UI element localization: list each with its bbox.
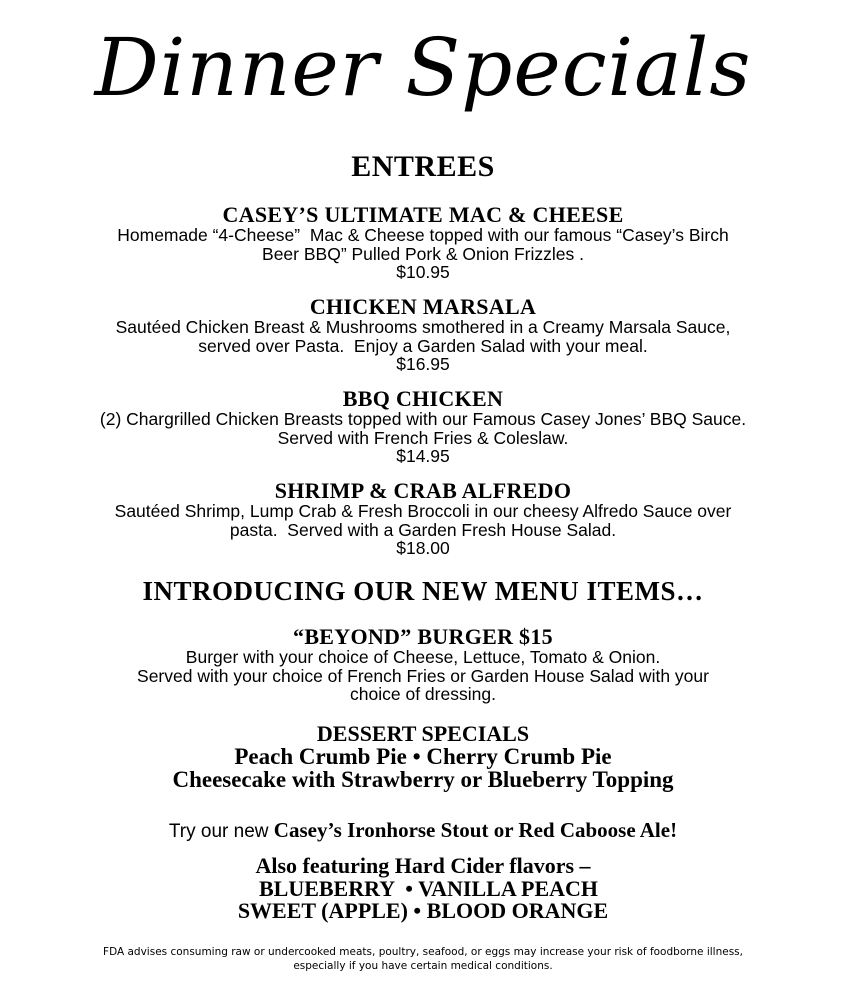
entree-description-line: Sautéed Chicken Breast & Mushrooms smothered in a Creamy Marsala Sauce, <box>115 317 731 337</box>
beer-promo <box>0 818 846 844</box>
entree-name: SHRIMP & CRAB ALFREDO <box>274 478 572 503</box>
cider-flavors <box>0 855 846 923</box>
promo-prefix: Try our new <box>168 821 274 842</box>
fda-disclaimer <box>0 945 846 973</box>
new-item-description-line: choice of dressing. <box>350 684 496 704</box>
dessert-heading: DESSERT SPECIALS <box>316 721 530 746</box>
entree-price: $14.95 <box>396 446 450 466</box>
entree-shrimp-crab-alfredo <box>40 480 806 557</box>
entree-description-line: pasta. Served with a Garden Fresh House Salad. <box>229 519 617 540</box>
new-item-name: “BEYOND” BURGER $15 <box>293 624 553 649</box>
entree-description-line: Beer BBQ” Pulled Pork & Onion Frizzles . <box>262 243 584 264</box>
entree-price: $10.95 <box>396 262 450 282</box>
entree-name: BBQ CHICKEN <box>342 386 504 411</box>
cider-line: SWEET (APPLE) • BLOOD ORANGE <box>237 898 609 923</box>
new-item-description-line: Burger with your choice of Cheese, Lettuce, Tomato & Onion. <box>185 647 661 667</box>
page-title: Dinner Specials <box>94 21 752 114</box>
new-item-beyond-burger <box>60 626 786 704</box>
entree-name: CHICKEN MARSALA <box>309 294 537 319</box>
entree-bbq-chicken <box>40 388 806 465</box>
dessert-line: Peach Crumb Pie • Cherry Crumb Pie <box>234 744 612 769</box>
new-items-heading: INTRODUCING OUR NEW MENU ITEMS… <box>142 576 704 606</box>
entree-description-line: Homemade “4-Cheese” Mac & Cheese topped with our famous “Casey’s Birch <box>117 225 729 245</box>
entree-chicken-marsala <box>40 296 806 373</box>
fda-line: FDA advises consuming raw or undercooked meats, poultry, seafood, or eggs may increase your risk of foodborne illness, <box>103 946 743 958</box>
entree-description-line: (2) Chargrilled Chicken Breasts topped with our Famous Casey Jones’ BBQ Sauce. <box>99 409 747 429</box>
entree-description-line: Served with French Fries & Coleslaw. <box>277 427 569 448</box>
dessert-line: Cheesecake with Strawberry or Blueberry Topping <box>172 767 674 792</box>
promo-beer-names: Casey’s Ironhorse Stout or Red Caboose Ale! <box>273 818 678 842</box>
entree-description-line: Sautéed Shrimp, Lump Crab & Fresh Broccoli in our cheesy Alfredo Sauce over <box>114 501 732 521</box>
new-item-description-line: Served with your choice of French Fries or Garden House Salad with your <box>137 665 709 686</box>
entree-description-line: served over Pasta. Enjoy a Garden Salad with your meal. <box>198 335 648 356</box>
cider-line: Also featuring Hard Cider flavors – <box>255 853 591 878</box>
entree-price: $18.00 <box>396 538 450 558</box>
entree-name: CASEY’S ULTIMATE MAC & CHEESE <box>222 202 624 227</box>
dessert-specials <box>0 723 846 791</box>
entrees-heading: ENTREES <box>351 150 495 183</box>
fda-line: especially if you have certain medical conditions. <box>293 960 553 972</box>
entree-price: $16.95 <box>396 354 450 374</box>
entree-mac-and-cheese <box>40 204 806 281</box>
cider-line: BLUEBERRY • VANILLA PEACH <box>247 875 599 901</box>
